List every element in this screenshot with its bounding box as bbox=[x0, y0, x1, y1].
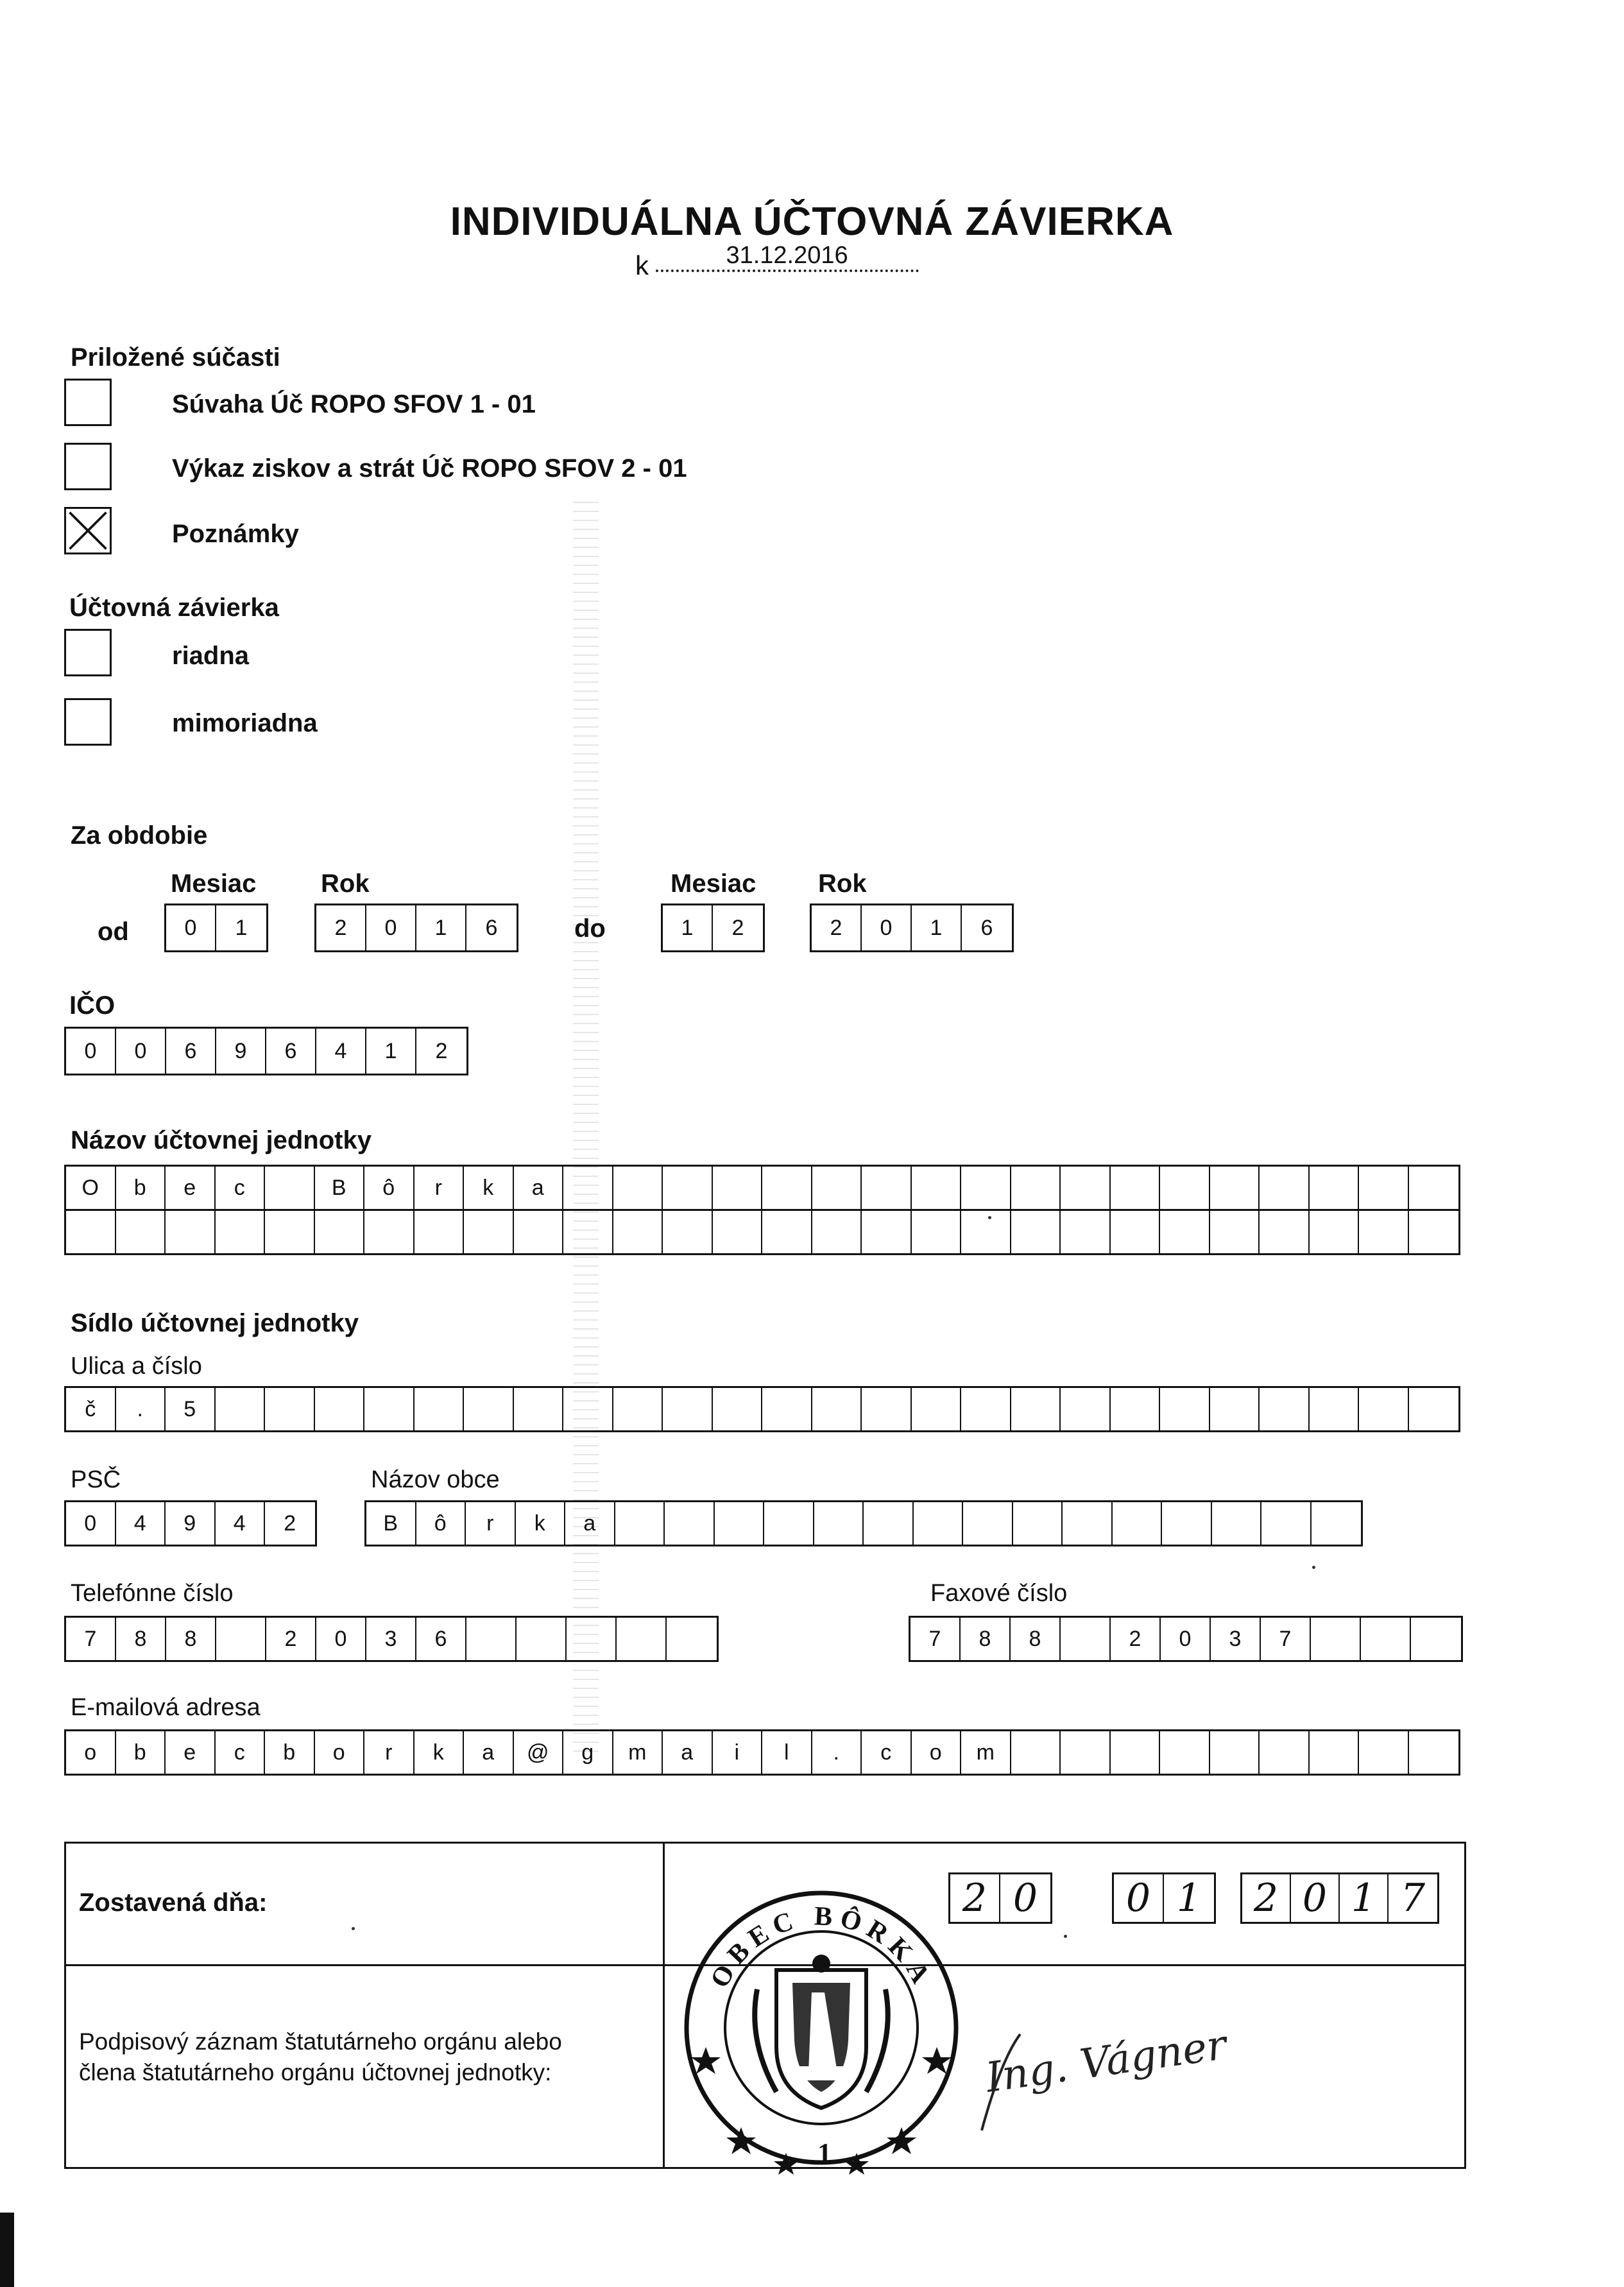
digit-cell: 1 bbox=[663, 905, 713, 950]
char-cell bbox=[315, 1211, 365, 1253]
char-cell: 0 bbox=[66, 1502, 116, 1545]
char-cell: r bbox=[364, 1731, 415, 1774]
char-cell bbox=[1063, 1502, 1113, 1545]
char-cell: k bbox=[415, 1731, 465, 1774]
char-cell bbox=[1160, 1167, 1210, 1209]
scan-noise-strip bbox=[573, 501, 599, 1752]
from-year-label: Rok bbox=[321, 869, 370, 898]
char-cell bbox=[464, 1388, 514, 1430]
char-cell: b bbox=[116, 1167, 166, 1209]
char-cell: a bbox=[565, 1502, 615, 1545]
char-cell bbox=[1409, 1167, 1459, 1209]
char-cell bbox=[1361, 1618, 1411, 1660]
checkbox-balance-sheet[interactable] bbox=[64, 379, 112, 426]
char-cell: 4 bbox=[216, 1502, 266, 1545]
char-cell bbox=[1260, 1167, 1310, 1209]
char-cell bbox=[1310, 1167, 1360, 1209]
char-cell bbox=[1111, 1211, 1161, 1253]
digit-cell: 6 bbox=[980, 915, 993, 940]
char-cell bbox=[713, 1167, 763, 1209]
char-cell bbox=[1061, 1167, 1111, 1209]
char-cell bbox=[1011, 1167, 1061, 1209]
date-value[interactable]: 31.12.2016 bbox=[656, 242, 919, 272]
char-cell: r bbox=[466, 1502, 516, 1545]
char-cell: o bbox=[912, 1731, 962, 1774]
char-cell bbox=[1359, 1211, 1409, 1253]
char-cell bbox=[1160, 1211, 1210, 1253]
ico-heading: IČO bbox=[69, 991, 115, 1020]
char-cell: ô bbox=[416, 1502, 466, 1545]
fax-label: Faxové číslo bbox=[930, 1580, 1068, 1607]
char-cell bbox=[665, 1502, 715, 1545]
char-cell: 7 bbox=[66, 1618, 116, 1660]
seat-heading: Sídlo účtovnej jednotky bbox=[71, 1309, 359, 1337]
fax-field[interactable] bbox=[909, 1616, 1463, 1662]
char-cell bbox=[1011, 1388, 1061, 1430]
char-cell bbox=[364, 1388, 415, 1430]
char-cell bbox=[713, 1211, 763, 1253]
checkbox-notes[interactable] bbox=[64, 507, 112, 554]
char-cell bbox=[762, 1167, 812, 1209]
char-cell: m bbox=[613, 1731, 663, 1774]
char-cell bbox=[814, 1502, 864, 1545]
page-title: INDIVIDUÁLNA ÚČTOVNÁ ZÁVIERKA bbox=[450, 200, 1174, 244]
email-label: E-mailová adresa bbox=[71, 1694, 261, 1721]
entity-name-heading: Názov účtovnej jednotky bbox=[71, 1126, 372, 1154]
char-cell bbox=[812, 1211, 862, 1253]
char-cell bbox=[963, 1502, 1013, 1545]
char-cell bbox=[315, 1388, 365, 1430]
hand-digit-cell: 0 bbox=[1013, 1876, 1038, 1921]
check-x-icon bbox=[66, 509, 110, 552]
char-cell: B bbox=[315, 1167, 365, 1209]
char-cell bbox=[1210, 1388, 1260, 1430]
char-cell bbox=[265, 1167, 315, 1209]
scan-speck bbox=[1312, 1566, 1315, 1569]
char-cell: 8 bbox=[116, 1618, 166, 1660]
town-field[interactable] bbox=[364, 1500, 1363, 1546]
digit-cell: 9 bbox=[216, 1029, 266, 1074]
checkbox-extraordinary[interactable] bbox=[64, 698, 112, 746]
char-cell: 2 bbox=[284, 1511, 296, 1536]
phone-field[interactable] bbox=[64, 1616, 719, 1662]
digit-cell: 2 bbox=[435, 1038, 448, 1063]
char-cell: o bbox=[315, 1731, 365, 1774]
char-cell: . bbox=[116, 1388, 166, 1430]
svg-text:OBEC BÔRKA bbox=[705, 1901, 939, 1994]
psc-field[interactable] bbox=[64, 1500, 317, 1546]
digit-cell: 6 bbox=[266, 1029, 316, 1074]
char-cell bbox=[912, 1211, 962, 1253]
char-cell bbox=[415, 1211, 465, 1253]
stamp-number: 1 bbox=[817, 2137, 832, 2169]
street-label: Ulica a číslo bbox=[71, 1353, 202, 1380]
attachment-label-profit-loss: Výkaz ziskov a strát Úč ROPO SFOV 2 - 01 bbox=[172, 454, 687, 483]
digit-cell: 2 bbox=[316, 905, 366, 950]
digit-cell: 6 bbox=[485, 915, 498, 940]
char-cell: g bbox=[563, 1731, 613, 1774]
checkbox-profit-loss[interactable] bbox=[64, 443, 112, 490]
char-cell bbox=[1061, 1388, 1111, 1430]
char-cell bbox=[1310, 1731, 1360, 1774]
char-cell bbox=[1260, 1731, 1310, 1774]
psc-label: PSČ bbox=[71, 1466, 121, 1493]
char-cell bbox=[615, 1502, 665, 1545]
char-cell bbox=[1409, 1211, 1459, 1253]
char-cell: b bbox=[116, 1731, 166, 1774]
digit-cell: 0 bbox=[66, 1029, 116, 1074]
compiled-year-field[interactable] bbox=[1240, 1872, 1439, 1924]
char-cell bbox=[216, 1211, 266, 1253]
char-cell: l bbox=[762, 1731, 812, 1774]
char-cell bbox=[715, 1502, 765, 1545]
char-cell bbox=[961, 1388, 1011, 1430]
char-cell bbox=[961, 1167, 1011, 1209]
digit-cell: 6 bbox=[166, 1029, 216, 1074]
hand-digit-cell: 7 bbox=[1400, 1876, 1426, 1921]
coat-of-arms-icon bbox=[755, 1955, 888, 2108]
hand-digit-cell: 0 bbox=[1291, 1874, 1340, 1922]
closing-heading: Účtovná závierka bbox=[69, 594, 279, 622]
char-cell bbox=[1409, 1388, 1459, 1430]
char-cell bbox=[1261, 1502, 1312, 1545]
char-cell bbox=[912, 1167, 962, 1209]
char-cell: @ bbox=[514, 1731, 564, 1774]
char-cell: O bbox=[66, 1167, 116, 1209]
char-cell: 6 bbox=[416, 1618, 466, 1660]
hand-digit-cell: 1 bbox=[1176, 1876, 1202, 1921]
char-cell bbox=[764, 1502, 814, 1545]
signature-label bbox=[79, 2026, 562, 2088]
from-month-field[interactable] bbox=[164, 904, 268, 952]
char-cell bbox=[613, 1388, 663, 1430]
char-cell: 8 bbox=[961, 1618, 1011, 1660]
char-cell bbox=[613, 1211, 663, 1253]
char-cell bbox=[617, 1618, 667, 1660]
char-cell: m bbox=[961, 1731, 1011, 1774]
closing-label-regular: riadna bbox=[172, 642, 250, 670]
footer-divider-vertical bbox=[663, 1844, 665, 2167]
closing-label-extraordinary: mimoriadna bbox=[172, 709, 318, 737]
town-label: Názov obce bbox=[371, 1466, 500, 1493]
char-cell bbox=[961, 1211, 1011, 1253]
char-cell bbox=[216, 1388, 266, 1430]
scan-speck bbox=[1064, 1935, 1067, 1938]
char-cell: 4 bbox=[116, 1502, 166, 1545]
char-cell: . bbox=[812, 1731, 862, 1774]
digit-cell: 0 bbox=[166, 905, 216, 950]
checkbox-regular[interactable] bbox=[64, 629, 112, 676]
date-prefix: k bbox=[635, 250, 649, 280]
char-cell bbox=[914, 1502, 964, 1545]
digit-cell: 0 bbox=[862, 905, 912, 950]
char-cell: 3 bbox=[366, 1618, 416, 1660]
from-month-label: Mesiac bbox=[171, 869, 257, 898]
char-cell bbox=[613, 1167, 663, 1209]
char-cell bbox=[667, 1618, 717, 1660]
char-cell: b bbox=[265, 1731, 315, 1774]
digit-cell: 2 bbox=[731, 915, 744, 940]
char-cell bbox=[1113, 1502, 1163, 1545]
char-cell: o bbox=[66, 1731, 116, 1774]
char-cell: a bbox=[663, 1731, 713, 1774]
date-line bbox=[635, 242, 919, 284]
char-cell bbox=[514, 1388, 564, 1430]
char-cell bbox=[265, 1388, 315, 1430]
char-cell: B bbox=[366, 1502, 416, 1545]
hand-digit-cell: 2 bbox=[1242, 1874, 1291, 1922]
period-heading: Za obdobie bbox=[71, 821, 208, 850]
entity-name-row-1[interactable] bbox=[64, 1165, 1460, 1211]
char-cell: c bbox=[862, 1731, 912, 1774]
from-label: od bbox=[98, 918, 129, 946]
to-month-label: Mesiac bbox=[671, 869, 756, 898]
char-cell bbox=[514, 1211, 564, 1253]
char-cell bbox=[1061, 1731, 1111, 1774]
char-cell: a bbox=[514, 1167, 564, 1209]
char-cell bbox=[1411, 1618, 1461, 1660]
digit-cell: 2 bbox=[812, 905, 862, 950]
char-cell bbox=[1111, 1731, 1161, 1774]
phone-label: Telefónne číslo bbox=[71, 1580, 234, 1607]
char-cell bbox=[1111, 1388, 1161, 1430]
digit-cell: 0 bbox=[366, 905, 416, 950]
attachment-label-balance: Súvaha Úč ROPO SFOV 1 - 01 bbox=[172, 390, 536, 418]
scan-speck bbox=[352, 1927, 355, 1930]
char-cell bbox=[415, 1388, 465, 1430]
char-cell bbox=[1160, 1731, 1210, 1774]
char-cell bbox=[713, 1388, 763, 1430]
hand-digit-cell: 1 bbox=[1340, 1874, 1389, 1922]
attachment-label-notes: Poznámky bbox=[172, 520, 299, 548]
char-cell bbox=[862, 1388, 912, 1430]
signature-text: Ing. Vágner bbox=[982, 2021, 1229, 2102]
street-field[interactable] bbox=[64, 1386, 1460, 1432]
char-cell bbox=[364, 1211, 415, 1253]
char-cell: e bbox=[166, 1731, 216, 1774]
char-cell bbox=[1260, 1211, 1310, 1253]
char-cell bbox=[1311, 1618, 1361, 1660]
char-cell bbox=[1013, 1502, 1063, 1545]
to-year-label: Rok bbox=[818, 869, 867, 898]
char-cell bbox=[116, 1211, 166, 1253]
char-cell bbox=[464, 1211, 514, 1253]
char-cell bbox=[1160, 1388, 1210, 1430]
char-cell bbox=[812, 1388, 862, 1430]
digit-cell: 1 bbox=[366, 1029, 416, 1074]
char-cell bbox=[1212, 1502, 1262, 1545]
char-cell bbox=[1210, 1211, 1260, 1253]
char-cell bbox=[1409, 1731, 1459, 1774]
char-cell bbox=[1359, 1388, 1409, 1430]
char-cell: č bbox=[66, 1388, 116, 1430]
char-cell: 0 bbox=[316, 1618, 366, 1660]
char-cell: k bbox=[516, 1502, 566, 1545]
char-cell bbox=[1061, 1618, 1111, 1660]
char-cell: 8 bbox=[1011, 1618, 1061, 1660]
char-cell bbox=[1011, 1211, 1061, 1253]
char-cell: ô bbox=[364, 1167, 415, 1209]
char-cell: 2 bbox=[266, 1618, 316, 1660]
char-cell: a bbox=[464, 1731, 514, 1774]
char-cell bbox=[864, 1502, 914, 1545]
char-cell bbox=[1210, 1167, 1260, 1209]
digit-cell: 4 bbox=[316, 1029, 366, 1074]
char-cell bbox=[663, 1167, 713, 1209]
signature-label-line-1: Podpisový záznam štatutárneho orgánu alebo bbox=[79, 2028, 562, 2055]
char-cell bbox=[1359, 1167, 1409, 1209]
ico-field[interactable] bbox=[64, 1027, 468, 1075]
char-cell: k bbox=[464, 1167, 514, 1209]
char-cell: 3 bbox=[1211, 1618, 1261, 1660]
char-cell bbox=[1312, 1502, 1362, 1545]
char-cell bbox=[1162, 1502, 1212, 1545]
to-month-field[interactable] bbox=[661, 904, 765, 952]
char-cell bbox=[663, 1388, 713, 1430]
char-cell bbox=[1111, 1167, 1161, 1209]
signature-icon bbox=[975, 2021, 1229, 2143]
char-cell: 2 bbox=[1111, 1618, 1161, 1660]
char-cell bbox=[862, 1211, 912, 1253]
char-cell bbox=[265, 1211, 315, 1253]
char-cell: e bbox=[166, 1167, 216, 1209]
char-cell: i bbox=[713, 1731, 763, 1774]
char-cell bbox=[1359, 1731, 1409, 1774]
char-cell: c bbox=[216, 1167, 266, 1209]
char-cell: 7 bbox=[1261, 1618, 1311, 1660]
char-cell bbox=[1260, 1388, 1310, 1430]
attachments-heading: Priložené súčasti bbox=[71, 343, 280, 372]
email-field[interactable] bbox=[64, 1729, 1460, 1776]
char-cell: 7 bbox=[910, 1618, 961, 1660]
stamp-text: OBEC BÔRKA bbox=[705, 1901, 939, 1994]
hand-digit-cell: 0 bbox=[1114, 1874, 1164, 1922]
char-cell: c bbox=[216, 1731, 266, 1774]
to-year-field[interactable] bbox=[810, 904, 1014, 952]
char-cell bbox=[663, 1211, 713, 1253]
char-cell bbox=[517, 1618, 567, 1660]
digit-cell: 1 bbox=[912, 905, 962, 950]
compiled-day-field[interactable] bbox=[948, 1872, 1052, 1924]
to-label: do bbox=[574, 914, 606, 943]
scan-speck bbox=[988, 1216, 991, 1219]
char-cell: 5 bbox=[166, 1388, 216, 1430]
char-cell bbox=[1310, 1388, 1360, 1430]
official-stamp-icon bbox=[680, 1880, 962, 2182]
char-cell bbox=[66, 1211, 116, 1253]
char-cell bbox=[1210, 1731, 1260, 1774]
char-cell bbox=[466, 1618, 517, 1660]
char-cell: r bbox=[415, 1167, 465, 1209]
char-cell bbox=[1011, 1731, 1061, 1774]
char-cell: 8 bbox=[166, 1618, 216, 1660]
digit-cell: 1 bbox=[416, 905, 466, 950]
char-cell bbox=[762, 1211, 812, 1253]
char-cell bbox=[216, 1618, 266, 1660]
char-cell bbox=[1061, 1211, 1111, 1253]
compiled-label: Zostavená dňa: bbox=[79, 1889, 268, 1917]
char-cell: 9 bbox=[166, 1502, 216, 1545]
signature-label-line-2: člena štatutárneho orgánu účtovnej jednotky: bbox=[79, 2059, 552, 2086]
char-cell: 0 bbox=[1161, 1618, 1211, 1660]
char-cell bbox=[812, 1167, 862, 1209]
char-cell bbox=[862, 1167, 912, 1209]
char-cell bbox=[166, 1211, 216, 1253]
char-cell bbox=[1310, 1211, 1360, 1253]
hand-digit-cell: 2 bbox=[950, 1874, 1000, 1922]
char-cell bbox=[762, 1388, 812, 1430]
digit-cell: 0 bbox=[116, 1029, 166, 1074]
digit-cell: 1 bbox=[235, 915, 248, 940]
scan-edge-mark bbox=[0, 2213, 14, 2287]
from-year-field[interactable] bbox=[314, 904, 518, 952]
compiled-month-field[interactable] bbox=[1112, 1872, 1216, 1924]
char-cell bbox=[912, 1388, 962, 1430]
entity-name-row-2[interactable] bbox=[64, 1209, 1460, 1255]
